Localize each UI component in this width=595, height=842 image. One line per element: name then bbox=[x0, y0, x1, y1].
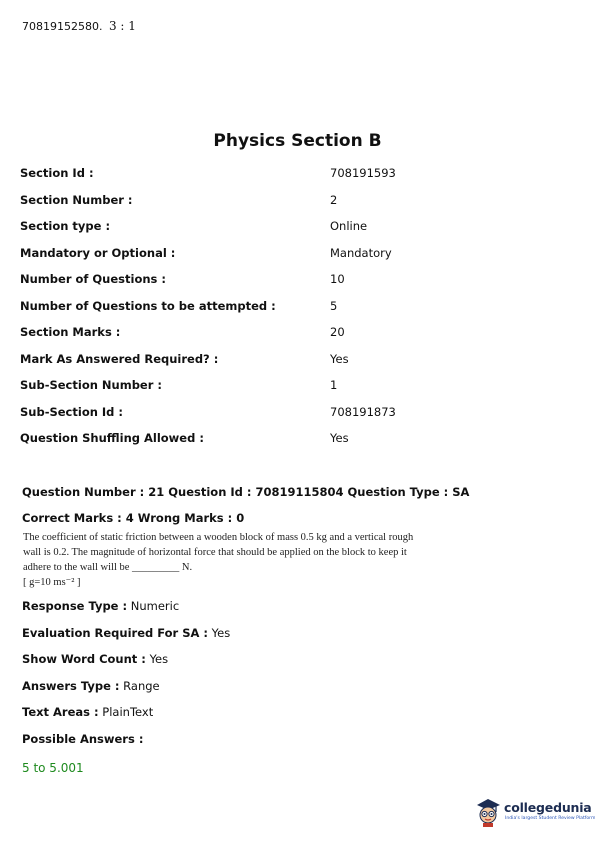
field-label: Section Number : bbox=[20, 192, 133, 207]
header-id-line bbox=[22, 19, 136, 33]
logo-name: collegedunia bbox=[504, 800, 592, 815]
field-value: 20 bbox=[330, 325, 345, 339]
field-value: 708191873 bbox=[330, 404, 396, 419]
field-value: 2 bbox=[330, 192, 338, 207]
section-details-table bbox=[20, 163, 540, 455]
question-header: Question Number : 21 Question Id : 70819115804 Question Type : SA bbox=[22, 485, 470, 499]
section-number-row bbox=[20, 190, 540, 217]
question-block bbox=[22, 485, 562, 775]
section-marks-row bbox=[20, 322, 540, 349]
possible-answer: 5 to 5.001 bbox=[22, 761, 84, 775]
show-word-count: Show Word Count : Yes bbox=[22, 652, 169, 666]
mandatory-row bbox=[20, 243, 540, 270]
mark-as-answered-row bbox=[20, 349, 540, 376]
question-text-line: wall is 0.2. The magnitude of horizontal force that should be applied on the block to keep it bbox=[23, 547, 407, 558]
question-text bbox=[23, 530, 463, 590]
field-label: Mark As Answered Required? : bbox=[20, 351, 219, 366]
answers-type: Answers Type : Range bbox=[22, 678, 160, 693]
possible-answers-label: Possible Answers : bbox=[22, 731, 144, 746]
field-value: Yes bbox=[330, 351, 349, 366]
field-label: Section Marks : bbox=[20, 325, 121, 339]
field-value: Online bbox=[330, 219, 368, 233]
logo-tagline: India's largest Student Review Platform bbox=[505, 816, 595, 821]
response-type: Response Type : Numeric bbox=[22, 599, 180, 613]
number-of-questions-row bbox=[20, 269, 540, 296]
question-text-line: adhere to the wall will be _________ N. bbox=[23, 562, 193, 573]
evaluation-required: Evaluation Required For SA : Yes bbox=[22, 625, 231, 640]
header-ratio: 3 : 1 bbox=[108, 19, 136, 33]
text-areas: Text Areas : PlainText bbox=[22, 705, 154, 719]
question-shuffling-row bbox=[20, 428, 540, 455]
field-value: 10 bbox=[330, 272, 345, 286]
sub-section-number-row bbox=[20, 375, 540, 402]
question-marks: Correct Marks : 4 Wrong Marks : 0 bbox=[22, 511, 245, 525]
questions-to-attempt-row bbox=[20, 296, 540, 323]
field-label: Mandatory or Optional : bbox=[20, 245, 176, 260]
question-text-line: The coefficient of static friction between a wooden block of mass 0.5 kg and a vertical rough bbox=[23, 532, 414, 543]
field-label: Sub-Section Id : bbox=[20, 404, 124, 419]
section-title: Physics Section B bbox=[213, 131, 382, 151]
field-label: Section type : bbox=[20, 219, 111, 233]
mascot-icon bbox=[474, 796, 502, 828]
section-id-row bbox=[20, 163, 540, 190]
question-text-line: [ g=10 ms⁻² ] bbox=[23, 577, 81, 588]
field-label: Question Shuffling Allowed : bbox=[20, 431, 204, 445]
field-label: Sub-Section Number : bbox=[20, 378, 163, 392]
section-type-row bbox=[20, 216, 540, 243]
field-label: Section Id : bbox=[20, 166, 94, 180]
sub-section-id-row bbox=[20, 402, 540, 429]
field-value: 5 bbox=[330, 298, 338, 313]
field-value: 1 bbox=[330, 378, 338, 392]
field-label: Number of Questions : bbox=[20, 272, 166, 286]
field-label: Number of Questions to be attempted : bbox=[20, 298, 276, 313]
field-value: Yes bbox=[330, 431, 349, 445]
collegedunia-logo bbox=[474, 796, 595, 830]
field-value: Mandatory bbox=[330, 245, 392, 260]
header-id: 70819152580. bbox=[22, 20, 103, 33]
field-value: 708191593 bbox=[330, 166, 396, 180]
